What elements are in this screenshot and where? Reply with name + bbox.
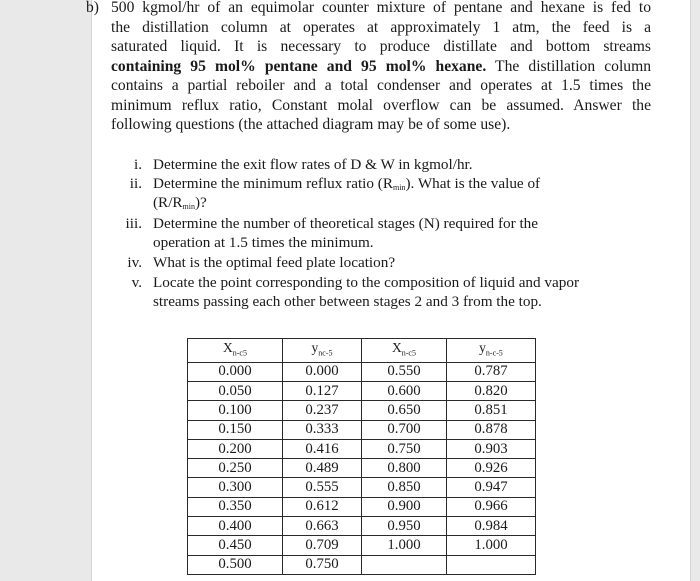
table-row: 0.050 0.127 0.600 0.820 [188, 381, 536, 400]
vle-data-table [187, 338, 536, 575]
table-row: 0.400 0.663 0.950 0.984 [188, 517, 536, 536]
question-text: What is the optimal feed plate location? [153, 254, 396, 271]
problem-line-4-rest: The distillation column [486, 57, 652, 75]
header-x-1: $X_{n-c5}$ [188, 339, 283, 363]
table-row: 0.500 0.750 [188, 555, 536, 574]
problem-line-3: saturated liquid. It is necessary to produce distillate and bottom streams [111, 38, 651, 55]
question-number: v. [131, 274, 142, 291]
table-row: 0.250 0.489 0.800 0.926 [188, 459, 536, 478]
problem-line-7: following questions (the attached diagram may be of some use). [111, 116, 511, 133]
question-number: ii. [129, 175, 142, 192]
table-row: 0.000 0.000 0.550 0.787 [188, 362, 536, 381]
question-number: i. [133, 156, 142, 173]
problem-line-1: 500 kgmol/hr of an equimolar counter mixture of pentane and hexane is fed to [111, 0, 651, 16]
document-page [86, 0, 691, 581]
question-text-line2: $(R/R_{min})$? [153, 194, 207, 211]
question-text: Locate the point corresponding to the composition of liquid and vapor [153, 274, 579, 291]
problem-label: b) [86, 0, 99, 16]
question-text-line2: streams passing each other between stages 2 and 3 from the top. [153, 293, 542, 310]
problem-line-4 [111, 57, 651, 77]
problem-body [111, 0, 651, 135]
table-row: 0.300 0.555 0.850 0.947 [188, 478, 536, 497]
table-row: 0.350 0.612 0.900 0.966 [188, 497, 536, 516]
header-y-1: $y_{nc-5}$ [283, 339, 362, 363]
problem-line-5: contains a partial reboiler and a total condenser and operates at 1.5 times the [111, 77, 651, 94]
table-row: 0.150 0.333 0.700 0.878 [188, 420, 536, 439]
header-y-2: $y_{n-c-5}$ [447, 339, 536, 363]
question-number: iii. [125, 215, 142, 232]
table-row: 0.100 0.237 0.650 0.851 [188, 401, 536, 420]
question-text: Determine the number of theoretical stages (N) required for the [153, 215, 539, 232]
table-header-row [188, 339, 536, 363]
question-text-line2: operation at 1.5 times the minimum. [153, 234, 374, 251]
header-x-2: $X_{n-c5}$ [362, 339, 447, 363]
question-text: Determine the minimum reflux ratio $(R_{min})$. What is the value of [153, 175, 541, 192]
table-row: 0.200 0.416 0.750 0.903 [188, 439, 536, 458]
problem-line-6: minimum reflux ratio, Constant molal overflow can be assumed. Answer the [111, 96, 651, 114]
problem-line-2: the distillation column at operates at approximately 1 atm, the feed is a [111, 18, 651, 36]
question-number: iv. [127, 254, 142, 271]
table-row: 0.450 0.709 1.000 1.000 [188, 536, 536, 555]
problem-bold-spec: containing 95 mol% pentane and 95 mol% hexane. [111, 57, 487, 75]
question-text: Determine the exit flow rates of D & W in kgmol/hr. [153, 156, 473, 173]
